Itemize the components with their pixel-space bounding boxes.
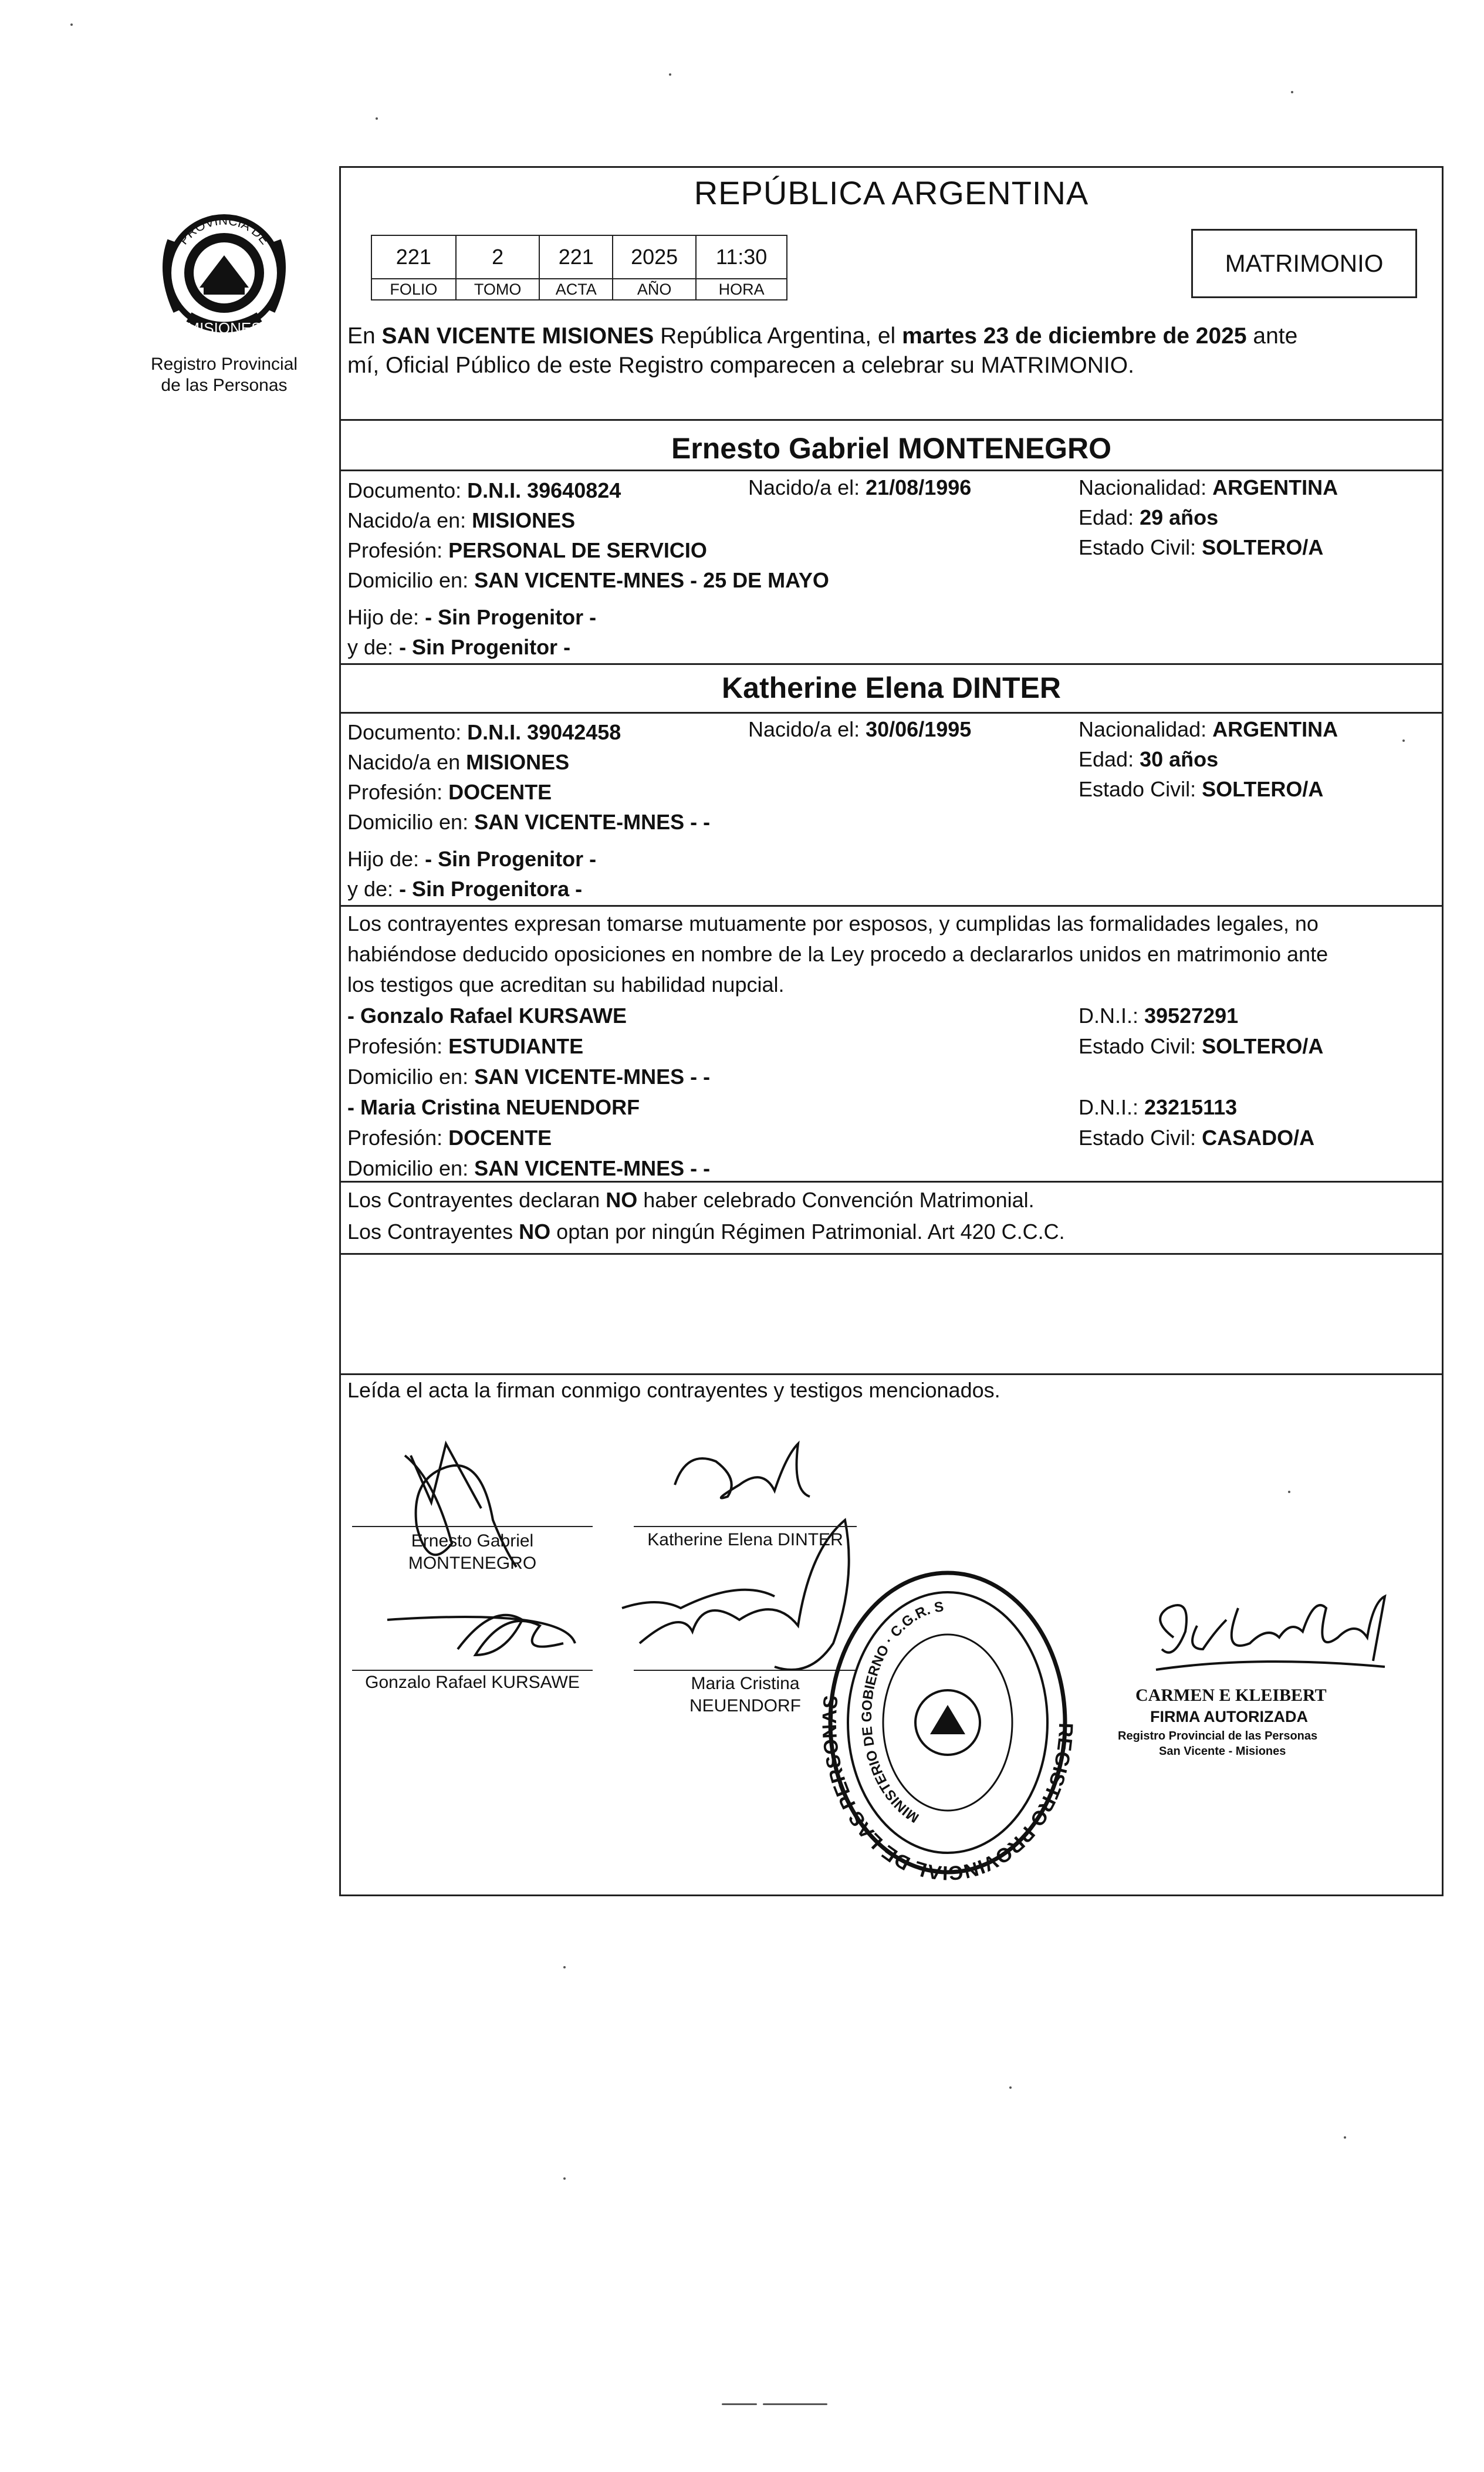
register-table [371,235,787,300]
anio-label: AÑO [613,279,696,300]
official-signature [1138,1585,1408,1690]
conventions-text: Los Contrayentes declaran NO haber celebrado Convención Matrimonial. Los Contrayentes NO optan por ningún Régimen Patrimonial. Art 420 C.C.C. [347,1188,1065,1244]
spouse1-right: Nacionalidad: ARGENTINA Edad: 29 años Estado Civil: SOLTERO/A [1079,475,1338,559]
hora-label: HORA [696,279,787,300]
official-org: Registro Provincial de las Personas San Vicente - Misiones [1118,1730,1318,1758]
hora-value: 11:30 [696,235,787,279]
signature-line [352,1526,593,1527]
witnesses-right: D.N.I.: 39527291 Estado Civil: SOLTERO/A D.N.I.: 23215113 Estado Civil: CASADO/A [1079,1004,1324,1150]
official-name: CARMEN E KLEIBERT [1135,1686,1327,1705]
scan-speck [70,23,73,26]
divider [339,1373,1444,1375]
logo-caption: Registro Provincial de las Personas [150,354,298,395]
acta-label: ACTA [539,279,613,300]
spouse1-name: Ernesto Gabriel MONTENEGRO [671,432,1112,465]
folio-value: 221 [371,235,456,279]
divider [339,1253,1444,1255]
spouse1-details: Documento: D.N.I. 39640824 Nacido/a en: MISIONES Profesión: PERSONAL DE SERVICIO Domicilio en: SAN VICENTE-MNES - 25 DE MAYO Hijo de: - Sin Progenitor - y de: - Sin Progenitor - [347,478,829,659]
logo-ring-bottom: MISIONES [187,319,262,337]
tomo-value: 2 [456,235,540,279]
scan-speck [1288,1491,1290,1493]
signature-spouse1: Ernesto Gabriel MONTENEGRO [408,1531,537,1573]
document-type-box: MATRIMONIO [1191,229,1417,298]
declaration-text: Los contrayentes expresan tomarse mutuamente por esposos, y cumplidas las formalidades legales, no habiéndose deducido oposiciones en nombre de la Ley procedo a declararlos unidos en matrimonio ante los testigos que acreditan su habilidad nupcial. [347,911,1328,997]
folio-label: FOLIO [371,279,456,300]
scan-speck [1402,739,1405,742]
acta-value: 221 [539,235,613,279]
scan-speck [563,1966,566,1968]
registry-logo [154,200,295,346]
spouse2-name: Katherine Elena DINTER [722,671,1061,704]
intro-text: En SAN VICENTE MISIONES República Argentina, el martes 23 de diciembre de 2025 ante mí, Oficial Público de este Registro comparecen a celebrar su MATRIMONIO. [347,323,1298,378]
logo-ring-top: PROVINCIA DE [175,212,273,248]
page-title: REPÚBLICA ARGENTINA [694,174,1089,211]
closing-text: Leída el acta la firman conmigo contrayentes y testigos mencionados. [347,1378,1000,1402]
divider [339,470,1444,471]
divider [339,419,1444,421]
official-role: FIRMA AUTORIZADA [1150,1708,1308,1725]
official-stamp [819,1555,1077,1884]
scan-speck [1009,2086,1012,2089]
witnesses-left: - Gonzalo Rafael KURSAWE Profesión: ESTUDIANTE Domicilio en: SAN VICENTE-MNES - - - Maria Cristina NEUENDORF Profesión: DOCENTE Domicilio en: SAN VICENTE-MNES - - [347,1004,711,1180]
spouse2-details: Documento: D.N.I. 39042458 Nacido/a en MISIONES Profesión: DOCENTE Domicilio en: SAN VICENTE-MNES - - Hijo de: - Sin Progenitor - y de: - Sin Progenitora - [347,720,711,901]
spouse2-right: Nacionalidad: ARGENTINA Edad: 30 años Estado Civil: SOLTERO/A [1079,717,1338,801]
tomo-label: TOMO [456,279,540,300]
scan-speck [1291,91,1293,93]
stamp-outer-text: REGISTRO PROVINCIAL DE LAS PERSONAS [819,1694,1077,1884]
scan-speck [376,117,378,120]
stamp-inner-text: MINISTERIO DE GOBIERNO · C.G.R. S [858,1599,945,1826]
scan-speck [563,2177,566,2180]
signature-witness2: Maria Cristina NEUENDORF [689,1674,801,1715]
signature-line [634,1526,857,1527]
anio-value: 2025 [613,235,696,279]
scan-speck [669,73,671,76]
divider [339,663,1444,665]
scan-speck [763,2403,827,2405]
scan-speck [722,2403,757,2405]
signature-spouse2: Katherine Elena DINTER [647,1530,843,1549]
signature-witness1: Gonzalo Rafael KURSAWE [365,1673,580,1692]
divider [339,905,1444,907]
divider [339,712,1444,714]
signature-line [352,1670,593,1671]
scan-speck [1344,2136,1346,2139]
